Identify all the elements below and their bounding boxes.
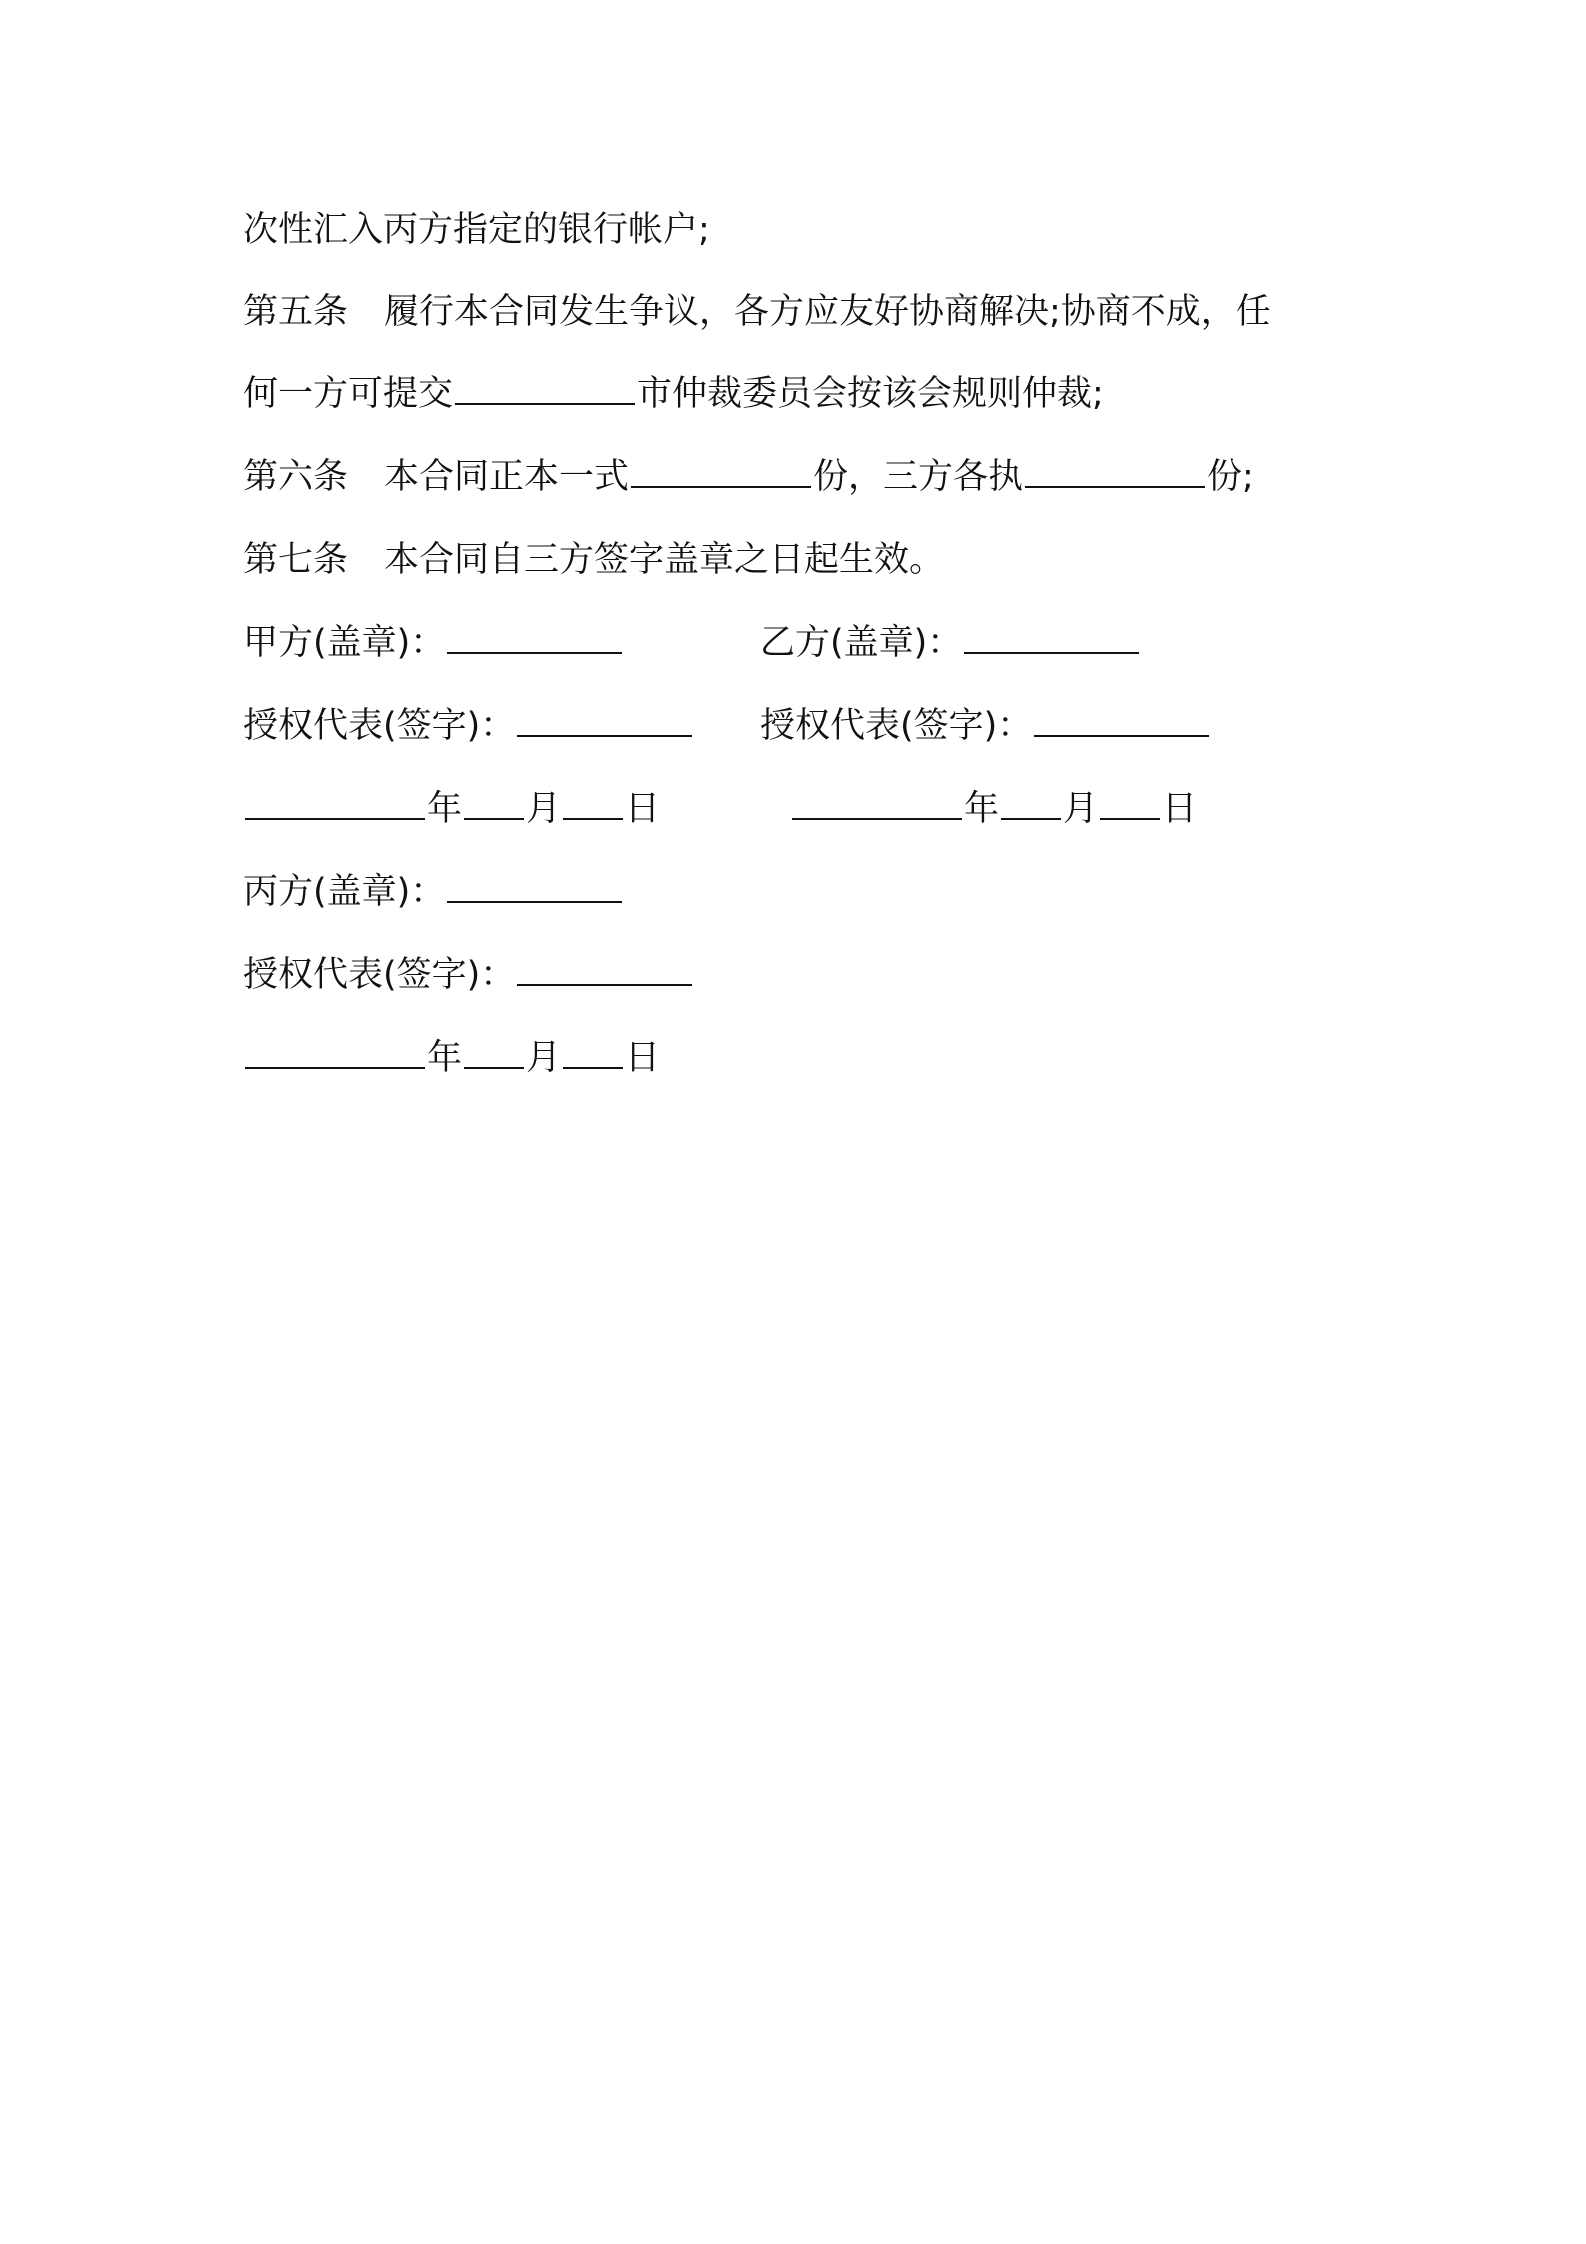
day-blank[interactable] bbox=[1100, 784, 1160, 820]
rep-label: 授权代表(签字)： bbox=[760, 706, 1033, 746]
day-label: 日 bbox=[1162, 789, 1198, 829]
day-label: 日 bbox=[625, 1038, 661, 1078]
rep-label: 授权代表(签字)： bbox=[243, 706, 516, 746]
party-a-label: 甲方(盖章)： bbox=[243, 623, 446, 663]
year-label: 年 bbox=[427, 789, 463, 829]
month-blank[interactable] bbox=[464, 1033, 524, 1069]
article-text: 履行本合同发生争议，各方应友好协商解决;协商不成，任 bbox=[384, 292, 1271, 332]
party-c-label: 丙方(盖章)： bbox=[243, 872, 446, 912]
article-text: 份，三方各执 bbox=[813, 457, 1024, 497]
year-blank[interactable] bbox=[245, 1033, 425, 1069]
fill-blank[interactable] bbox=[631, 452, 811, 488]
article-text: 份; bbox=[1207, 457, 1254, 497]
rep-row bbox=[243, 701, 1343, 751]
day-label: 日 bbox=[625, 789, 661, 829]
party-b-label: 乙方(盖章)： bbox=[760, 623, 963, 663]
party-b-blank[interactable] bbox=[964, 618, 1139, 654]
article-6 bbox=[243, 452, 1254, 502]
year-blank[interactable] bbox=[245, 784, 425, 820]
fill-blank[interactable] bbox=[455, 369, 635, 405]
article-label: 第五条 bbox=[243, 292, 349, 332]
month-blank[interactable] bbox=[1001, 784, 1061, 820]
article-5 bbox=[243, 287, 1271, 337]
fill-blank[interactable] bbox=[1025, 452, 1205, 488]
month-label: 月 bbox=[526, 1038, 562, 1078]
article-5-continued bbox=[243, 369, 1104, 419]
line-text: 次性汇入丙方指定的银行帐户; bbox=[243, 210, 710, 250]
article-7 bbox=[243, 535, 944, 585]
party-a-rep-blank[interactable] bbox=[517, 701, 692, 737]
year-label: 年 bbox=[427, 1038, 463, 1078]
party-c-blank[interactable] bbox=[447, 867, 622, 903]
party-c-rep-row bbox=[243, 950, 694, 1000]
party-a-blank[interactable] bbox=[447, 618, 622, 654]
month-label: 月 bbox=[526, 789, 562, 829]
day-blank[interactable] bbox=[563, 784, 623, 820]
party-c-date-row bbox=[243, 1033, 660, 1083]
article-text: 本合同自三方签字盖章之日起生效。 bbox=[384, 540, 945, 580]
party-c-seal-row bbox=[243, 867, 624, 917]
month-blank[interactable] bbox=[464, 784, 524, 820]
year-blank[interactable] bbox=[792, 784, 962, 820]
article-text: 市仲裁委员会按该会规则仲裁; bbox=[637, 374, 1104, 414]
seal-row bbox=[243, 618, 1343, 668]
article-label: 第七条 bbox=[243, 540, 349, 580]
article-text: 何一方可提交 bbox=[243, 374, 454, 414]
month-label: 月 bbox=[1063, 789, 1099, 829]
day-blank[interactable] bbox=[563, 1033, 623, 1069]
party-c-rep-blank[interactable] bbox=[517, 950, 692, 986]
rep-label: 授权代表(签字)： bbox=[243, 955, 516, 995]
date-row bbox=[243, 784, 1343, 834]
party-b-rep-blank[interactable] bbox=[1034, 701, 1209, 737]
article-text: 本合同正本一式 bbox=[384, 457, 630, 497]
text-line bbox=[243, 205, 710, 255]
article-label: 第六条 bbox=[243, 457, 349, 497]
year-label: 年 bbox=[964, 789, 1000, 829]
